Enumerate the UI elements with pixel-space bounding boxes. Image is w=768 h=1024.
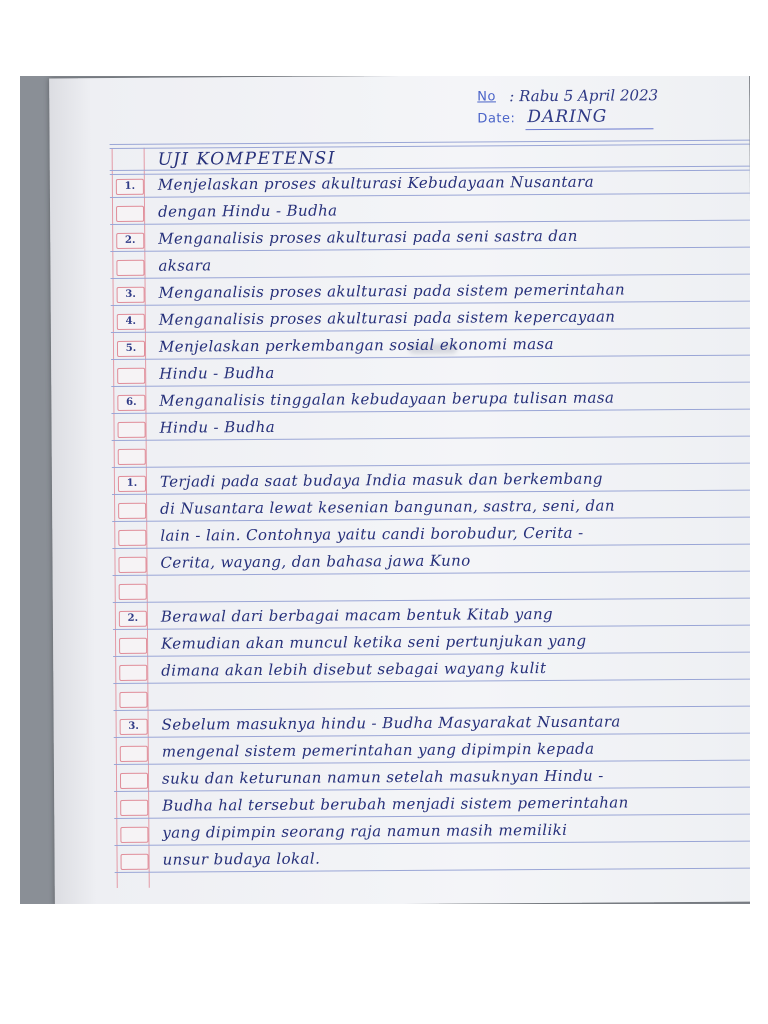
- answer-line: unsur budaya lokal.: [162, 849, 321, 869]
- row-box: [121, 854, 149, 870]
- no-label: No: [477, 89, 496, 105]
- ruled-line: [111, 301, 750, 306]
- answer-line: Berawal dari berbagai macam bentuk Kitab yang: [160, 604, 554, 626]
- objective-line: Hindu - Budha: [159, 417, 276, 437]
- objective-line: Menjelaskan perkembangan sosial ekonomi masa: [158, 334, 555, 356]
- date-value: DARING: [527, 106, 608, 128]
- row-box: [117, 368, 145, 384]
- notebook-photo: [20, 76, 750, 904]
- answer-line: di Nusantara lewat kesenian bangunan, sastra, seni, dan: [160, 496, 615, 518]
- row-box: [116, 206, 144, 222]
- answer-line: lain - lain. Contohnya yaitu candi borobudur, Cerita -: [160, 523, 584, 545]
- answer-line: Cerita, wayang, dan bahasa jawa Kuno: [160, 551, 471, 572]
- ruled-line: [111, 328, 750, 333]
- ruled-line: [115, 868, 750, 873]
- date-label: Date:: [477, 111, 516, 127]
- ruled-line: [112, 490, 750, 495]
- row-box: [118, 503, 146, 519]
- ruled-line: [112, 544, 750, 549]
- margin-line-left: [112, 148, 118, 888]
- objective-line: Menjelaskan proses akulturasi Kebudayaan Nusantara: [157, 172, 595, 194]
- date-underline: [525, 128, 653, 130]
- answer-line: Terjadi pada saat budaya India masuk dan berkembang: [159, 469, 603, 491]
- objective-line: Menganalisis proses akulturasi pada seni sastra dan: [158, 226, 578, 248]
- row-box: [119, 584, 147, 600]
- objective-number: 2.: [116, 233, 144, 249]
- objective-line: dengan Hindu - Budha: [157, 201, 338, 221]
- row-box: [116, 260, 144, 276]
- answer-number: 1.: [118, 476, 146, 492]
- answer-line: dimana akan lebih disebut sebagai wayang kulit: [161, 658, 547, 680]
- notebook-page: [49, 76, 750, 904]
- ruled-line: [114, 760, 750, 765]
- row-box: [120, 800, 148, 816]
- row-box: [118, 422, 146, 438]
- objective-number: 3.: [117, 287, 145, 303]
- row-box: [118, 557, 146, 573]
- objective-number: 1.: [116, 179, 144, 195]
- ruled-line: [111, 274, 750, 279]
- ruled-line: [112, 517, 750, 522]
- ruled-line: [112, 436, 750, 441]
- ruled-line: [110, 247, 750, 252]
- ruled-line: [113, 571, 750, 576]
- row-box: [119, 665, 147, 681]
- ruled-line: [113, 598, 750, 603]
- answer-line: suku dan keturunan namun setelah masuknyan Hindu -: [161, 766, 604, 788]
- answer-number: 2.: [119, 611, 147, 627]
- row-box: [119, 692, 147, 708]
- ruled-line: [112, 463, 750, 468]
- ruled-line: [113, 679, 750, 684]
- no-value: : Rabu 5 April 2023: [509, 86, 659, 106]
- page-title: UJI KOMPETENSI: [157, 148, 336, 170]
- objective-line: Menganalisis proses akulturasi pada sistem kepercayaan: [158, 307, 616, 329]
- objective-line: Menganalisis proses akulturasi pada sistem pemerintahan: [158, 280, 626, 302]
- objective-number: 6.: [117, 395, 145, 411]
- objective-line: aksara: [158, 256, 212, 275]
- objective-number: 4.: [117, 314, 145, 330]
- ruled-line: [113, 652, 750, 657]
- answer-line: mengenal sistem pemerintahan yang dipimpin kepada: [161, 739, 595, 761]
- ruled-line: [111, 382, 750, 387]
- ruled-line: [111, 355, 750, 360]
- answer-line: yang dipimpin seorang raja namun masih memiliki: [162, 820, 568, 842]
- row-box: [118, 449, 146, 465]
- ruled-line: [110, 220, 750, 225]
- answer-line: Kemudian akan muncul ketika seni pertunjukan yang: [161, 631, 587, 653]
- ruled-line: [114, 787, 750, 792]
- row-box: [120, 746, 148, 762]
- objective-line: Menganalisis tinggalan kebudayaan berupa tulisan masa: [159, 388, 615, 410]
- ruled-line: [114, 706, 750, 711]
- row-box: [120, 827, 148, 843]
- objective-line: Hindu - Budha: [159, 363, 275, 383]
- ruled-line: [114, 814, 750, 819]
- ruled-line: [114, 733, 750, 738]
- answer-number: 3.: [120, 719, 148, 735]
- ruled-line: [110, 140, 750, 149]
- ruled-line: [111, 409, 750, 414]
- ruled-line: [114, 841, 750, 846]
- row-box: [118, 530, 146, 546]
- answer-line: Budha hal tersebut berubah menjadi sistem pemerintahan: [162, 793, 629, 815]
- ruled-lines: [49, 76, 749, 78]
- row-box: [119, 638, 147, 654]
- ruled-line: [113, 625, 750, 630]
- objective-number: 5.: [117, 341, 145, 357]
- row-box: [120, 773, 148, 789]
- ruled-line: [110, 193, 750, 198]
- answer-line: Sebelum masuknya hindu - Budha Masyarakat Nusantara: [161, 712, 621, 734]
